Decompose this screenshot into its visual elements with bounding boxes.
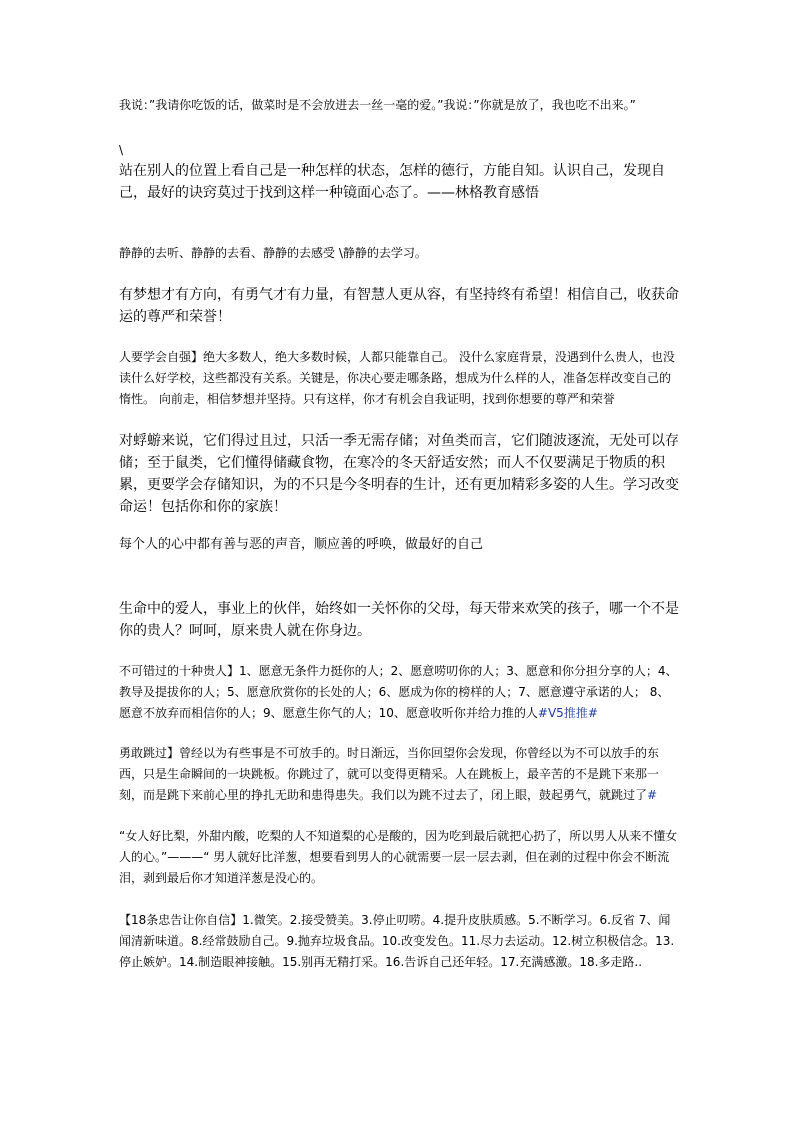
paragraph-dream-courage: 有梦想才有方向，有勇气才有力量，有智慧人更从容，有坚持终有希望！相信自己，收获命运的尊严和荣誉！ — [119, 287, 679, 325]
paragraph-self-awareness: 站在别人的位置上看自己是一种怎样的状态，怎样的德行，方能自知。认识自己，发现自己，最好的诀窍莫过于找到这样一种镜面心态了。——林格教育感悟 — [119, 163, 665, 201]
paragraph-backslash: \ — [119, 143, 124, 157]
paragraph-quiet-learning: 静静的去听、静静的去看、静静的去感受 \静静的去学习。 — [119, 246, 427, 260]
paragraph-ten-benefactors — [119, 661, 679, 724]
paragraph-self-reliance: 人要学会自强】绝大多数人，绝大多数时候，人都只能靠自己。 没什么家庭背景，没遇到什么贵人，也没读什么好学校，这些都没有关系。关键是，你决心要走哪条路，想成为什么样的人，准备怎样改变自己的惰性。 向前走，相信梦想并坚持。只有这样，你才有机会自我证明，找到你想要的尊严和荣誉 — [119, 350, 675, 406]
paragraph-eighteen-tips: 【18条忠告让你自信】1.微笑。2.接受赞美。3.停止叨唠。4.提升皮肤质感。5.不断学习。6.反省 7、闻闻清新味道。8.经常鼓励自己。9.抛弃垃圾食品。10.改变发色。11.尽力去运动。12.树立积极信念。13.停止嫉妒。14.制造眼神接触。15.别再无精打采。16.告诉自己还年轻。17.充满感激。18.多走路.. — [119, 913, 675, 969]
paragraph-pear-onion: “女人好比梨，外甜内酸，吃梨的人不知道梨的心是酸的，因为吃到最后就把心扔了，所以男人从来不懂女人的心。”———“ 男人就好比洋葱，想要看到男人的心就需要一层一层去剥，但在剥的过程中你会不断流泪，剥到最后你才知道洋葱是没心的。 — [119, 829, 678, 885]
paragraph-good-and-evil: 每个人的心中都有善与恶的声音，顺应善的呼唤，做最好的自己 — [119, 537, 484, 552]
paragraph-dinner-dialogue: 我说：”我请你吃饭的话，做菜时是不会放进去一丝一毫的爱。”我说：”你就是放了，我也吃不出来。” — [119, 98, 636, 112]
paragraph-benefactors-nearby: 生命中的爱人，事业上的伙伴，始终如一关怀你的父母，每天带来欢笑的孩子，哪一个不是你的贵人？呵呵，原来贵人就在你身边。 — [119, 601, 679, 639]
ten-benefactors-text: 不可错过的十种贵人】1、愿意无条件力挺你的人；2、愿意唠叨你的人；3、愿意和你分担分享的人；4、教导及提拔你的人；5、愿意欣赏你的长处的人；6、愿成为你的榜样的人；7、愿意遵守承诺的人； 8、愿意不放弃而相信你的人；9、愿意生你气的人；10、愿意收听你并给力推的人 — [119, 664, 678, 720]
topic-link-hash[interactable]: # — [647, 788, 658, 802]
topic-link-v5[interactable]: #V5推推# — [537, 706, 598, 720]
paragraph-brave-jump — [119, 743, 679, 806]
paragraph-mayfly-storage: 对蜉蝣来说，它们得过且过，只活一季无需存储；对鱼类而言，它们随波逐流，无处可以存储；至于鼠类，它们懂得储藏食物，在寒冷的冬天舒适安然；而人不仅要满足于物质的积累，更要学会存储知识，为的不只是今冬明春的生计，还有更加精彩多姿的人生。学习改变命运！包括你和你的家族！ — [119, 433, 679, 515]
brave-jump-text: 勇敢跳过】曾经以为有些事是不可放手的。时日渐远，当你回望你会发现，你曾经以为不可以放手的东西，只是生命瞬间的一块跳板。你跳过了，就可以变得更精采。人在跳板上，最辛苦的不是跳下来那一刻，而是跳下来前心里的挣扎无助和患得患失。我们以为跳不过去了，闭上眼，鼓起勇气，就跳过了 — [119, 746, 660, 802]
